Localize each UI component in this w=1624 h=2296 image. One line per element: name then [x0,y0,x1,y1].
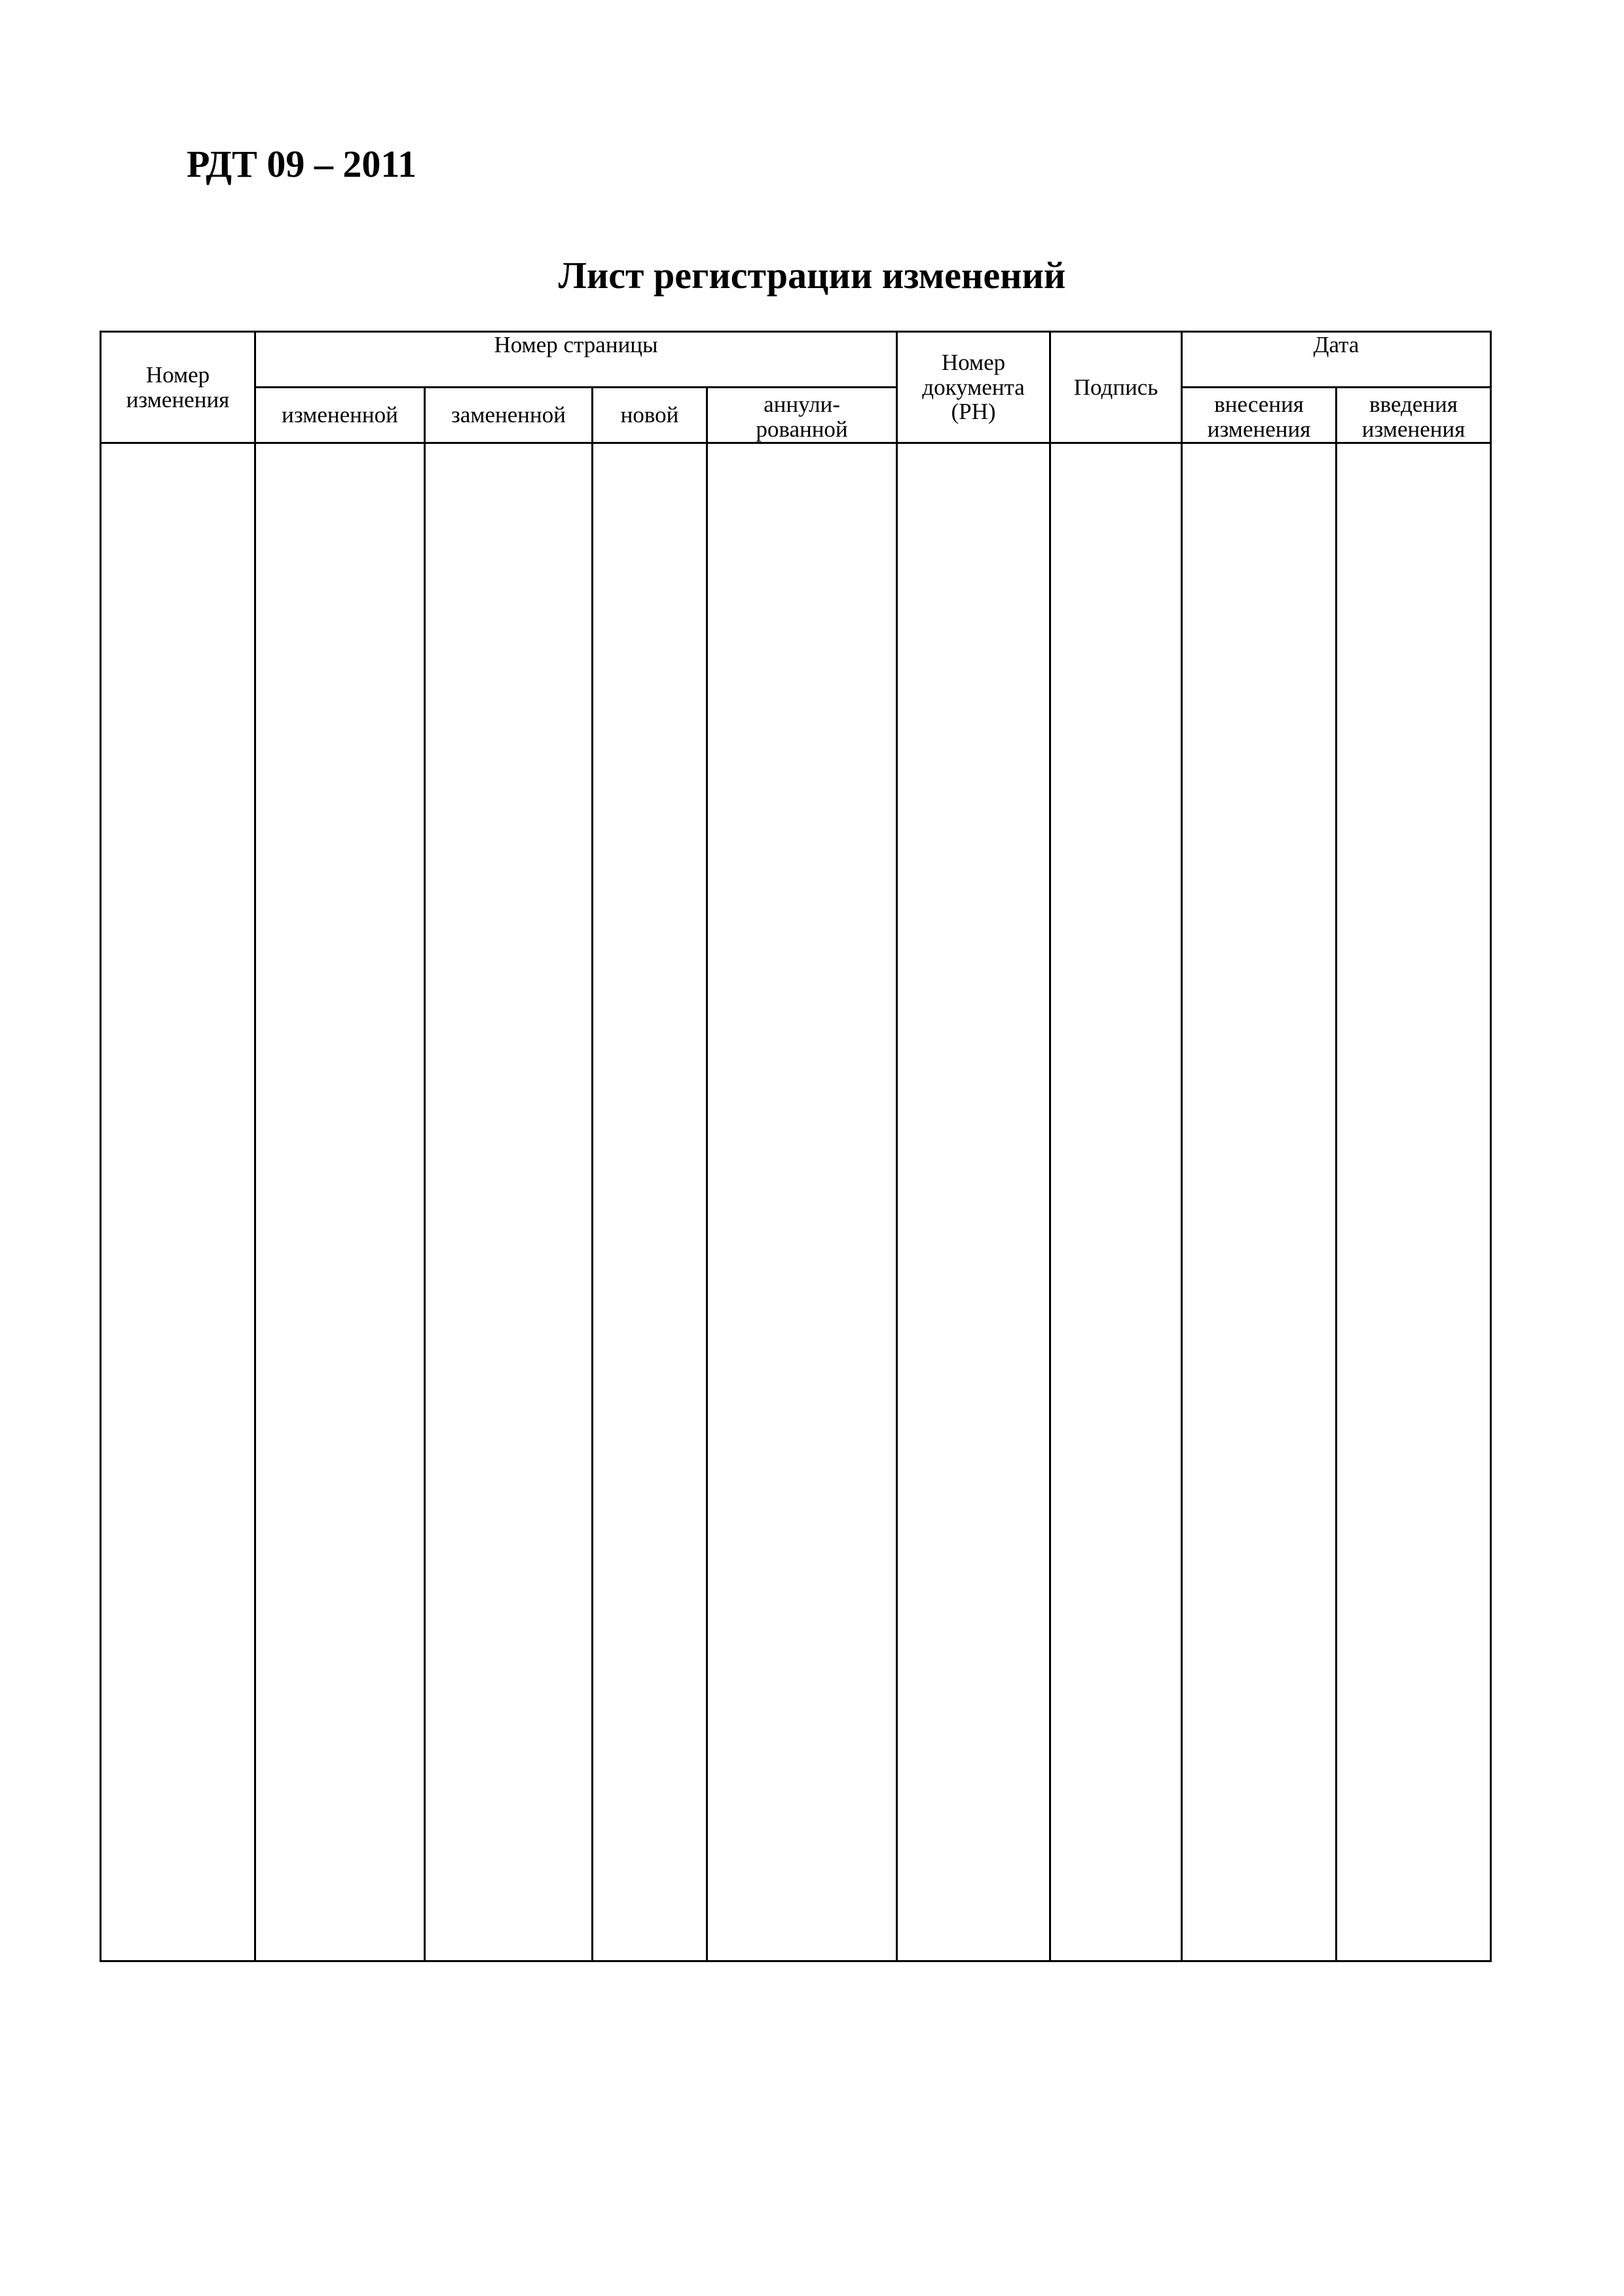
header-page-annulled [707,388,897,443]
cell-page-replaced[interactable] [425,443,593,1961]
cell-page-new[interactable] [593,443,707,1961]
table-row [101,443,1491,1961]
cell-page-annulled[interactable] [707,443,897,1961]
header-page-new: новой [593,388,707,443]
cell-date-entered[interactable] [1182,443,1337,1961]
header-page-annulled-line1: аннули- [764,392,840,418]
cell-page-changed[interactable] [255,443,425,1961]
header-date: Дата [1182,332,1491,388]
header-date-entered [1182,388,1337,443]
cell-doc-number[interactable] [897,443,1050,1961]
cell-date-introduced[interactable] [1337,443,1491,1961]
header-signature: Подпись [1050,332,1182,443]
header-doc-number-line2: документа [922,374,1025,400]
header-date-entered-line1: внесения [1214,392,1304,418]
cell-change-number[interactable] [101,443,255,1961]
header-page-annulled-line2: рованной [756,416,848,443]
page-title: Лист регистрации изменений [558,254,1066,297]
header-date-introduced [1337,388,1491,443]
header-doc-number-line1: Номер [941,349,1006,375]
document-code: РДТ 09 – 2011 [187,143,417,185]
header-change-number [101,332,255,443]
header-change-number-line2: изменения [126,386,230,412]
header-row-top [101,332,1491,388]
header-doc-number-line3: (РН) [951,399,996,425]
cell-signature[interactable] [1050,443,1182,1961]
header-page-changed: измененной [255,388,425,443]
change-registration-table [100,331,1492,1962]
header-date-introduced-line1: введения [1369,392,1458,418]
header-doc-number [897,332,1050,443]
header-page-replaced: замененной [425,388,593,443]
header-change-number-line1: Номер [145,361,210,388]
header-date-entered-line2: изменения [1207,416,1311,443]
header-page-number: Номер страницы [255,332,897,388]
header-date-introduced-line2: изменения [1361,416,1466,443]
header-row-sub [101,388,1491,443]
